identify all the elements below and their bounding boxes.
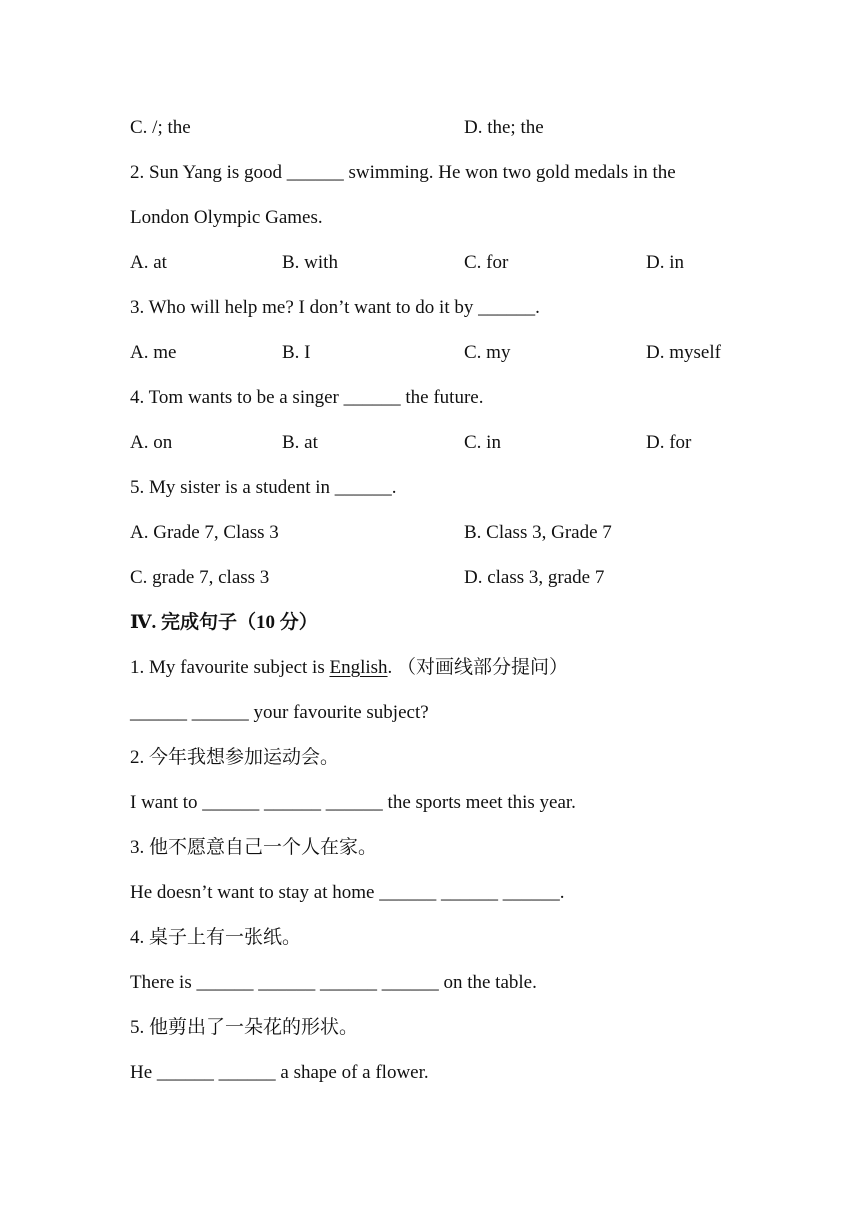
q4-option-d: D. for [646, 432, 692, 453]
q2-text-line2: London Olympic Games. [130, 207, 323, 228]
q3-option-c: C. my [464, 342, 511, 363]
underlined-word: English [329, 657, 388, 678]
sentence-2-prompt: 2. 今年我想参加运动会。 [130, 747, 340, 768]
sentence-3-prompt: 3. 他不愿意自己一个人在家。 [130, 837, 378, 858]
sentence-3-answer: He doesn’t want to stay at home ______ ______ ______. [130, 882, 565, 903]
sentence-4-prompt: 4. 桌子上有一张纸。 [130, 927, 302, 948]
q5-option-a: A. Grade 7, Class 3 [130, 522, 279, 543]
q1-option-c: C. /; the [130, 117, 191, 138]
q4-option-a: A. on [130, 432, 173, 453]
sentence-2-answer: I want to ______ ______ ______ the sports meet this year. [130, 792, 576, 813]
sentence-1-prompt [130, 656, 568, 680]
q2-option-d: D. in [646, 252, 684, 273]
sentence-4-answer: There is ______ ______ ______ ______ on the table. [130, 972, 537, 993]
sentence-1-suffix: . （对画线部分提问） [387, 657, 569, 678]
q1-option-d: D. the; the [464, 117, 544, 138]
q2-option-b: B. with [282, 252, 338, 273]
q3-text: 3. Who will help me? I don’t want to do it by ______. [130, 297, 540, 318]
q2-option-c: C. for [464, 252, 509, 273]
sentence-1-answer: ______ ______ your favourite subject? [130, 702, 429, 723]
q5-option-b: B. Class 3, Grade 7 [464, 522, 612, 543]
sentence-1-prefix: 1. My favourite subject is [130, 657, 330, 678]
q2-text-line1: 2. Sun Yang is good ______ swimming. He won two gold medals in the [130, 162, 676, 183]
section-heading: Ⅳ. 完成句子（10 分） [130, 612, 318, 633]
sentence-5-answer: He ______ ______ a shape of a flower. [130, 1062, 429, 1083]
q5-text: 5. My sister is a student in ______. [130, 477, 397, 498]
sentence-5-prompt: 5. 他剪出了一朵花的形状。 [130, 1017, 359, 1038]
q5-option-d: D. class 3, grade 7 [464, 567, 605, 588]
q4-option-b: B. at [282, 432, 318, 453]
q3-option-b: B. I [282, 342, 311, 363]
q5-option-c: C. grade 7, class 3 [130, 567, 270, 588]
q4-text: 4. Tom wants to be a singer ______ the future. [130, 387, 484, 408]
q3-option-d: D. myself [646, 342, 721, 363]
q2-option-a: A. at [130, 252, 167, 273]
q4-option-c: C. in [464, 432, 501, 453]
q3-option-a: A. me [130, 342, 177, 363]
